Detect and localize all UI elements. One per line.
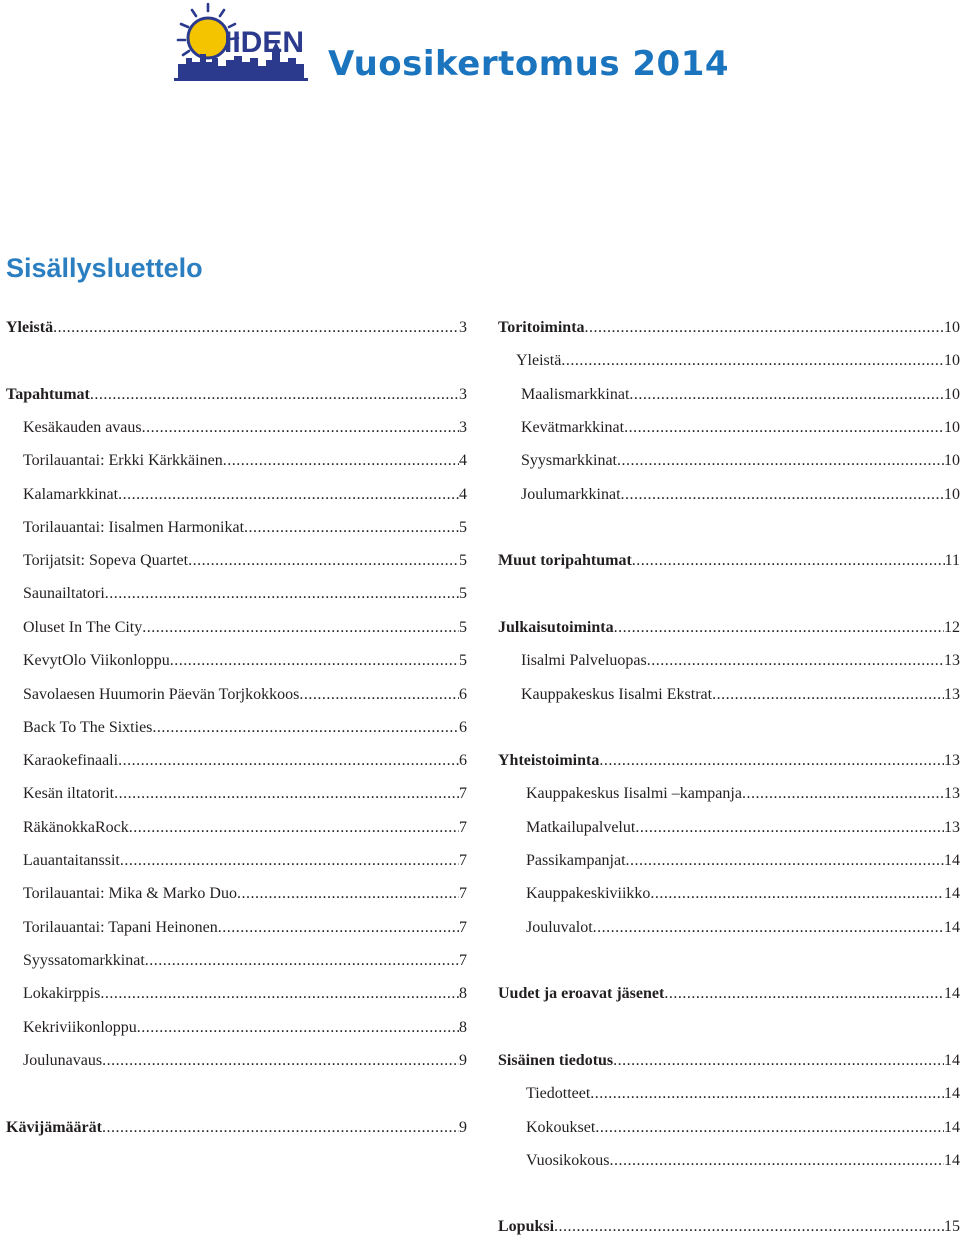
toc-entry-label: Julkaisutoiminta	[498, 619, 614, 636]
toc-entry-page: 14	[944, 1152, 960, 1169]
toc-entry-label: Lopuksi	[498, 1218, 555, 1235]
toc-entry-label: Yhteistoiminta	[498, 752, 600, 769]
toc-entry-label: Syysmarkkinat	[521, 452, 617, 469]
toc-entry-page: 10	[944, 486, 960, 503]
toc-entry-page: 6	[459, 752, 467, 769]
toc-entry[interactable]	[498, 982, 960, 1004]
toc-entry-label: RäkänokkaRock	[23, 819, 129, 836]
toc-entry-page: 8	[459, 1019, 467, 1036]
toc-leader-dots	[102, 1118, 459, 1138]
toc-entry-label: Matkailupalvelut	[526, 819, 636, 836]
toc-entry-label: Karaokefinaali	[23, 752, 119, 769]
toc-entry-page: 13	[944, 752, 960, 769]
toc-leader-dots	[647, 651, 944, 671]
toc-entry[interactable]	[526, 1082, 960, 1104]
toc-entry[interactable]	[23, 483, 467, 505]
toc-entry[interactable]	[526, 1149, 960, 1171]
toc-leader-dots	[635, 818, 944, 838]
toc-leader-dots	[617, 451, 944, 471]
toc-entry-page: 5	[459, 652, 467, 669]
toc-entry-label: Toritoiminta	[498, 319, 585, 336]
toc-entry[interactable]	[23, 1016, 467, 1038]
toc-entry[interactable]	[6, 316, 467, 338]
toc-entry[interactable]	[526, 916, 960, 938]
toc-leader-dots	[142, 418, 459, 438]
toc-leader-dots	[629, 385, 944, 405]
toc-leader-dots	[137, 1018, 459, 1038]
toc-entry-page: 3	[459, 319, 467, 336]
toc-leader-dots	[237, 884, 459, 904]
toc-entry[interactable]	[521, 683, 960, 705]
toc-entry-label: Lokakirppis	[23, 985, 101, 1002]
toc-entry-label: Back To The Sixties	[23, 719, 153, 736]
toc-entry-page: 5	[459, 552, 467, 569]
toc-entry-page: 10	[944, 386, 960, 403]
toc-leader-dots	[114, 784, 459, 804]
toc-entry-page: 14	[944, 852, 960, 869]
toc-leader-dots	[593, 918, 944, 938]
toc-entry-label: Sisäinen tiedotus	[498, 1052, 614, 1069]
toc-leader-dots	[90, 385, 459, 405]
toc-leader-dots	[100, 984, 459, 1004]
toc-leader-dots	[244, 518, 459, 538]
toc-entry-label: Tapahtumat	[6, 386, 90, 403]
toc-entry-page: 10	[944, 452, 960, 469]
toc-entry-label: Kävijämäärät	[6, 1119, 102, 1136]
toc-heading: Sisällysluettelo	[6, 253, 203, 283]
toc-entry-label: Kesän iltatorit	[23, 785, 115, 802]
toc-entry-label: Saunailtatori	[23, 585, 105, 602]
logo-text: IIDEN	[224, 26, 305, 59]
report-title: Vuosikertomus 2014	[328, 44, 730, 84]
toc-entry-page: 8	[459, 985, 467, 1002]
toc-entry[interactable]	[521, 416, 960, 438]
toc-entry[interactable]	[23, 849, 467, 871]
toc-entry-label: KevytOlo Viikonloppu	[23, 652, 170, 669]
toc-leader-dots	[599, 751, 944, 771]
toc-entry[interactable]	[23, 716, 467, 738]
toc-leader-dots	[585, 318, 944, 338]
toc-leader-dots	[632, 551, 945, 571]
toc-entry-page: 7	[459, 885, 467, 902]
sun-icon	[188, 18, 228, 58]
toc-entry[interactable]	[521, 383, 960, 405]
toc-entry-page: 13	[944, 785, 960, 802]
toc-entry-label: Tiedotteet	[526, 1085, 591, 1102]
toc-leader-dots	[142, 618, 459, 638]
toc-entry[interactable]	[23, 616, 467, 638]
toc-entry-label: Iisalmi Palveluopas	[521, 652, 647, 669]
toc-entry-page: 7	[459, 819, 467, 836]
logo-graphic	[172, 2, 312, 82]
toc-entry-page: 7	[459, 852, 467, 869]
toc-leader-dots	[218, 918, 459, 938]
toc-leader-dots	[614, 618, 944, 638]
toc-entry-label: Kokoukset	[526, 1119, 596, 1136]
toc-entry-label: Uudet ja eroavat jäsenet	[498, 985, 665, 1002]
toc-leader-dots	[170, 651, 459, 671]
toc-entry-page: 14	[944, 1085, 960, 1102]
toc-entry-page: 3	[459, 386, 467, 403]
toc-entry[interactable]	[526, 849, 960, 871]
toc-entry-page: 4	[459, 486, 467, 503]
toc-entry-page: 9	[459, 1052, 467, 1069]
toc-entry-page: 14	[944, 985, 960, 1002]
toc-leader-dots	[118, 485, 459, 505]
toc-entry-label: Joulunavaus	[23, 1052, 103, 1069]
toc-entry-label: Lauantaitanssit	[23, 852, 120, 869]
toc-entry-label: Yleistä	[516, 352, 562, 369]
toc-entry-page: 10	[944, 352, 960, 369]
toc-entry[interactable]	[23, 816, 467, 838]
toc-entry-label: Kesäkauden avaus	[23, 419, 142, 436]
toc-entry-label: Maalismarkkinat	[521, 386, 630, 403]
toc-entry[interactable]	[23, 416, 467, 438]
toc-entry[interactable]	[526, 816, 960, 838]
toc-leader-dots	[129, 818, 459, 838]
toc-entry[interactable]	[23, 649, 467, 671]
toc-entry-page: 3	[459, 419, 467, 436]
toc-entry-page: 13	[944, 686, 960, 703]
toc-entry-label: Kauppakeskus Iisalmi Ekstrat	[521, 686, 713, 703]
toc-leader-dots	[554, 1217, 944, 1237]
toc-entry-label: Joulumarkkinat	[521, 486, 621, 503]
toc-entry[interactable]	[23, 882, 467, 904]
toc-leader-dots	[610, 1151, 945, 1171]
toc-leader-dots	[120, 851, 459, 871]
toc-entry-label: Kauppakeskiviikko	[526, 885, 651, 902]
toc-entry-label: Syyssatomarkkinat	[23, 952, 145, 969]
toc-entry-label: Kauppakeskus Iisalmi –kampanja	[526, 785, 742, 802]
toc-entry[interactable]	[23, 749, 467, 771]
toc-entry-page: 13	[944, 819, 960, 836]
toc-entry-label: Savolaesen Huumorin Päevän Torjkokkoos	[23, 686, 300, 703]
toc-entry[interactable]	[6, 1116, 467, 1138]
toc-entry[interactable]	[23, 782, 467, 804]
toc-entry-label: Torilauantai: Mika & Marko Duo	[23, 885, 237, 902]
toc-entry[interactable]	[23, 582, 467, 604]
toc-entry-page: 14	[944, 1052, 960, 1069]
toc-entry[interactable]	[23, 1049, 467, 1071]
toc-leader-dots	[53, 318, 459, 338]
toc-entry-label: Torijatsit: Sopeva Quartet	[23, 552, 189, 569]
toc-leader-dots	[624, 418, 944, 438]
toc-entry-page: 10	[944, 319, 960, 336]
toc-entry-page: 12	[944, 619, 960, 636]
toc-leader-dots	[650, 884, 944, 904]
toc-entry[interactable]	[526, 1116, 960, 1138]
toc-entry-page: 7	[459, 919, 467, 936]
toc-entry-label: Jouluvalot	[526, 919, 593, 936]
toc-entry[interactable]	[521, 483, 960, 505]
toc-entry-page: 7	[459, 785, 467, 802]
toc-entry[interactable]	[6, 383, 467, 405]
toc-entry[interactable]	[526, 882, 960, 904]
toc-entry-page: 5	[459, 619, 467, 636]
toc-entry-label: Kalamarkkinat	[23, 486, 119, 503]
toc-entry-label: Kevätmarkkinat	[521, 419, 625, 436]
toc-leader-dots	[152, 718, 459, 738]
toc-leader-dots	[188, 551, 459, 571]
toc-entry-page: 10	[944, 419, 960, 436]
toc-leader-dots	[105, 584, 459, 604]
toc-entry-label: Yleistä	[6, 319, 54, 336]
toc-leader-dots	[621, 485, 944, 505]
toc-leader-dots	[102, 1051, 459, 1071]
toc-entry-page: 13	[944, 652, 960, 669]
toc-entry-page: 6	[459, 719, 467, 736]
toc-leader-dots	[595, 1118, 944, 1138]
toc-entry-label: Oluset In The City	[23, 619, 143, 636]
toc-entry[interactable]	[498, 1215, 960, 1237]
toc-leader-dots	[590, 1084, 944, 1104]
toc-leader-dots	[626, 851, 944, 871]
toc-entry[interactable]	[23, 683, 467, 705]
toc-entry[interactable]	[23, 549, 467, 571]
toc-entry[interactable]	[498, 316, 960, 338]
toc-entry[interactable]	[521, 649, 960, 671]
toc-entry[interactable]	[498, 616, 960, 638]
toc-entry[interactable]	[516, 349, 960, 371]
toc-entry-page: 14	[944, 919, 960, 936]
toc-entry[interactable]	[498, 549, 960, 571]
toc-entry-page: 6	[459, 686, 467, 703]
toc-entry[interactable]	[23, 516, 467, 538]
toc-entry-page: 7	[459, 952, 467, 969]
iiden-logo	[172, 2, 312, 82]
toc-entry-label: Vuosikokous	[526, 1152, 610, 1169]
toc-entry-page: 4	[459, 452, 467, 469]
toc-entry-page: 14	[944, 1119, 960, 1136]
toc-entry-label: Torilauantai: Erkki Kärkkäinen	[23, 452, 223, 469]
toc-leader-dots	[223, 451, 459, 471]
toc-entry[interactable]	[526, 782, 960, 804]
toc-leader-dots	[299, 685, 459, 705]
toc-leader-dots	[664, 984, 944, 1004]
toc-entry-label: Torilauantai: Iisalmen Harmonikat	[23, 519, 245, 536]
toc-entry[interactable]	[498, 1049, 960, 1071]
toc-entry-page: 5	[459, 519, 467, 536]
toc-entry[interactable]	[23, 916, 467, 938]
toc-entry[interactable]	[498, 749, 960, 771]
toc-entry-page: 11	[944, 552, 960, 569]
toc-leader-dots	[561, 351, 944, 371]
toc-leader-dots	[742, 784, 944, 804]
toc-entry-page: 9	[459, 1119, 467, 1136]
toc-leader-dots	[145, 951, 459, 971]
toc-entry[interactable]	[521, 449, 960, 471]
skyline-baseline	[174, 78, 308, 81]
toc-entry-label: Muut toripahtumat	[498, 552, 632, 569]
toc-entry-page: 15	[944, 1218, 960, 1235]
toc-entry-page: 5	[459, 585, 467, 602]
toc-leader-dots	[712, 685, 944, 705]
toc-leader-dots	[118, 751, 459, 771]
toc-leader-dots	[613, 1051, 944, 1071]
toc-entry-label: Kekriviikonloppu	[23, 1019, 137, 1036]
toc-entry[interactable]	[23, 982, 467, 1004]
toc-entry[interactable]	[23, 449, 467, 471]
toc-entry[interactable]	[23, 949, 467, 971]
toc-entry-page: 14	[944, 885, 960, 902]
toc-entry-label: Torilauantai: Tapani Heinonen	[23, 919, 218, 936]
toc-entry-label: Passikampanjat	[526, 852, 626, 869]
